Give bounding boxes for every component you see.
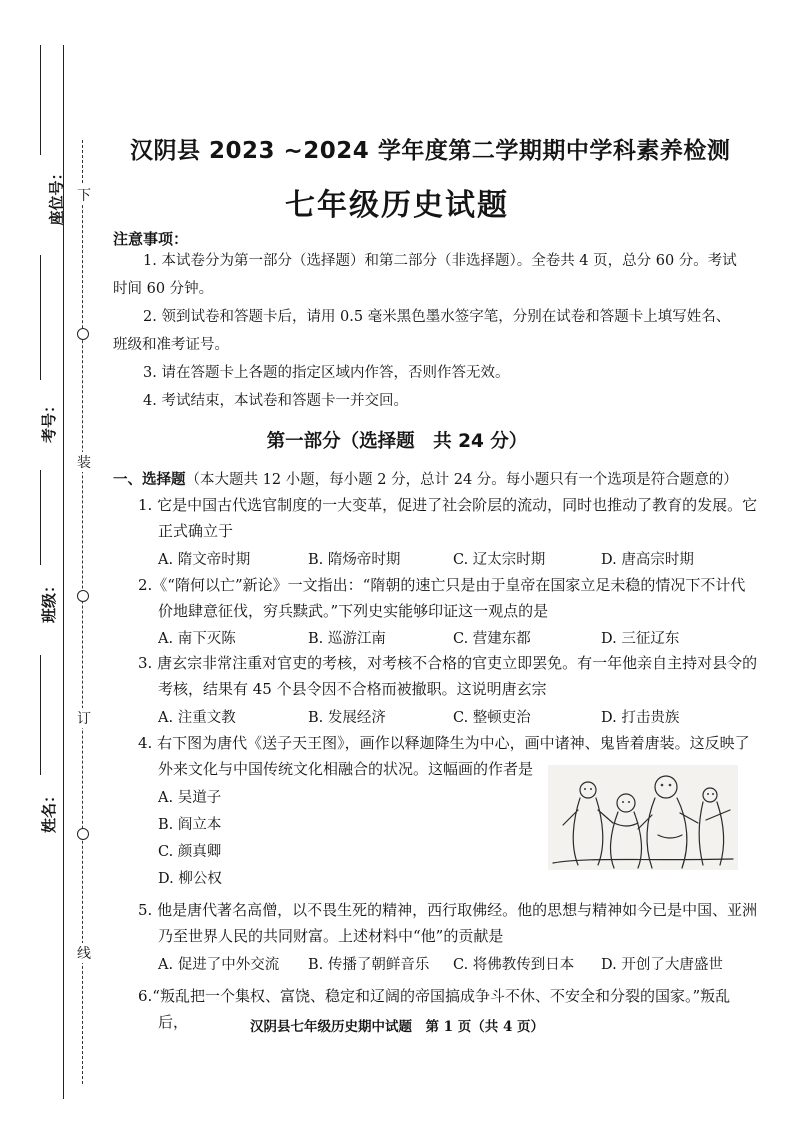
seal-char-4: 线 <box>73 943 95 963</box>
q2-option-b[interactable]: B. 巡游江南 <box>308 631 386 647</box>
painting-image <box>548 765 738 870</box>
question-3-stem: 3. 唐玄宗非常注重对官吏的考核，对考核不合格的官吏立即罢免。有一年他亲自主持对县令的考核，结果有 45 个县令因不合格而被撤职。这说明唐玄宗 <box>138 654 758 698</box>
seat-number-label: 座位号： <box>47 165 66 226</box>
q5-option-b[interactable]: B. 传播了朝鲜音乐 <box>308 957 430 973</box>
question-2-stem: 2.《“隋何以亡”新论》一文指出：“隋朝的速亡只是由于皇帝在国家立足未稳的情况下不计代价地肆意征伐，穷兵黩武。”下列史实能够印证这一观点的是 <box>138 576 746 620</box>
seal-char-1: 下 <box>73 185 95 205</box>
question-5-stem: 5. 他是唐代著名高僧，以不畏生死的精神，西行取佛经。他的思想与精神如今已是中国、亚洲乃至世界人民的共同财富。上述材料中“他”的贡献是 <box>138 901 758 945</box>
q3-option-a[interactable]: A. 注重文教 <box>158 710 236 726</box>
q4-option-b[interactable]: B. 阎立本 <box>158 817 222 833</box>
notice-heading: 注意事项： <box>113 230 189 248</box>
question-6-stem: 6.“叛乱把一个集权、富饶、稳定和辽阔的帝国搞成争斗不休、不安全和分裂的国家。”叛乱后， <box>138 987 731 1031</box>
class-blank[interactable] <box>40 470 41 565</box>
exam-subtitle: 七年级历史试题 <box>285 188 509 223</box>
notice-item-4: 4. 考试结束，本试卷和答题卡一并交回。 <box>143 393 408 409</box>
q2-option-c[interactable]: C. 营建东都 <box>453 631 531 647</box>
class-label: 班级： <box>40 577 59 624</box>
notice-item-3: 3. 请在答题卡上各题的指定区域内作答，否则作答无效。 <box>143 365 510 381</box>
section-intro <box>113 468 738 489</box>
q2-option-d[interactable]: D. 三征辽东 <box>601 631 680 647</box>
name-label: 姓名： <box>40 787 59 834</box>
q1-option-c[interactable]: C. 辽太宗时期 <box>453 552 546 568</box>
q3-option-b[interactable]: B. 发展经济 <box>308 710 386 726</box>
notice-item-1: 1. 本试卷分为第一部分（选择题）和第二部分（非选择题）。全卷共 4 页，总分 60 分。考试时间 60 分钟。 <box>113 253 737 297</box>
seal-circle-1 <box>77 328 89 340</box>
exam-title: 汉阴县 2023 ~2024 学年度第二学期期中学科素养检测 <box>130 138 731 164</box>
section-title: 第一部分（选择题 共 24 分） <box>266 431 528 452</box>
seat-number-blank[interactable] <box>40 45 41 155</box>
q4-option-c[interactable]: C. 颜真卿 <box>158 844 222 860</box>
question-1-stem: 1. 它是中国古代选官制度的一大变革，促进了社会阶层的流动，同时也推动了教育的发展。它正式确立于 <box>138 496 758 540</box>
q5-option-a[interactable]: A. 促进了中外交流 <box>158 957 280 973</box>
section-intro-head: 一、选择题 <box>113 472 186 488</box>
seal-char-3: 订 <box>73 708 95 728</box>
exam-number-blank[interactable] <box>40 255 41 380</box>
q1-option-a[interactable]: A. 隋文帝时期 <box>158 552 251 568</box>
notice-item-2: 2. 领到试卷和答题卡后，请用 0.5 毫米黑色墨水签字笔，分别在试卷和答题卡上填写姓名、班级和准考证号。 <box>113 309 731 353</box>
seal-circle-2 <box>77 590 89 602</box>
q4-option-a[interactable]: A. 吴道子 <box>158 790 222 806</box>
q5-option-d[interactable]: D. 开创了大唐盛世 <box>601 957 723 973</box>
q4-option-d[interactable]: D. 柳公权 <box>158 871 222 887</box>
q2-option-a[interactable]: A. 南下灭陈 <box>158 631 236 647</box>
q1-option-b[interactable]: B. 隋炀帝时期 <box>308 552 401 568</box>
q5-option-c[interactable]: C. 将佛教传到日本 <box>453 957 575 973</box>
q3-option-d[interactable]: D. 打击贵族 <box>601 710 680 726</box>
name-blank[interactable] <box>40 655 41 775</box>
q1-option-d[interactable]: D. 唐高宗时期 <box>601 552 694 568</box>
seal-circle-3 <box>77 828 89 840</box>
seal-char-2: 装 <box>73 452 95 472</box>
q3-option-c[interactable]: C. 整顿吏治 <box>453 710 531 726</box>
exam-number-label: 考号： <box>40 397 59 444</box>
section-intro-body: （本大题共 12 小题，每小题 2 分，总计 24 分。每小题只有一个选项是符合题意的） <box>185 472 738 488</box>
page-footer: 汉阴县七年级历史期中试题 第 1 页（共 4 页） <box>249 1019 545 1035</box>
question-4-stem: 4. 右下图为唐代《送子天王图》，画作以释迦降生为中心，画中诸神、鬼皆着唐装。这反映了外来文化与中国传统文化相融合的状况。这幅画的作者是 <box>138 734 750 778</box>
